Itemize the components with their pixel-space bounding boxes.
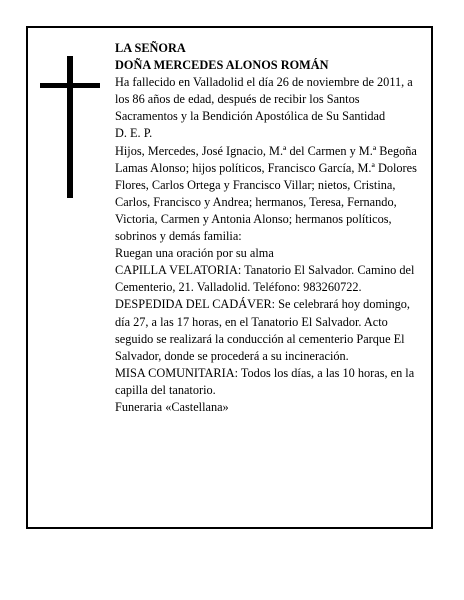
notice-title: LA SEÑORA xyxy=(115,41,186,55)
family-list: Hijos, Mercedes, José Ignacio, M.ª del Carmen y M.ª Begoña Lamas Alonso; hijos políticos, Francisco García, M.ª Dolores Flores, Carlos Ortega y Francisco Villar; nietos, Cristina, Carlos, Francisco y Andrea; hermanos, Teresa, Fernando, Victoria, Carmen y Antonia Alonso; hermanos políticos, sobrinos y demás familia: xyxy=(115,143,417,244)
farewell-info: DESPEDIDA DEL CADÁVER: Se celebrará hoy domingo, día 27, a las 17 horas, en el Tanatorio El Salvador. Acto seguido se realizará la conducción al cementerio Parque El Salvador, donde se procederá a su incineración. xyxy=(115,297,410,363)
cross-vertical-bar xyxy=(67,56,73,198)
death-announcement: Ha fallecido en Valladolid el día 26 de noviembre de 2011, a los 86 años de edad, después de recibir los Santos Sacramentos y la Bendición Apostólica de Su Santidad xyxy=(115,75,413,124)
prayer-request: Ruegan una oración por su alma xyxy=(115,246,274,261)
mass-info: MISA COMUNITARIA: Todos los días, a las 10 horas, en la capilla del tanatorio. xyxy=(115,365,415,397)
obituary-notice xyxy=(26,26,433,529)
cross-horizontal-bar xyxy=(40,83,100,88)
chapel-info: CAPILLA VELATORIA: Tanatorio El Salvador. Camino del Cementerio, 21. Valladolid. Teléfono: 983260722. xyxy=(115,263,415,295)
deceased-name: DOÑA MERCEDES ALONOS ROMÁN xyxy=(115,58,329,73)
notice-text xyxy=(115,40,421,416)
rip-line: D. E. P. xyxy=(115,126,153,141)
funeral-home: Funeraria «Castellana» xyxy=(115,399,229,414)
